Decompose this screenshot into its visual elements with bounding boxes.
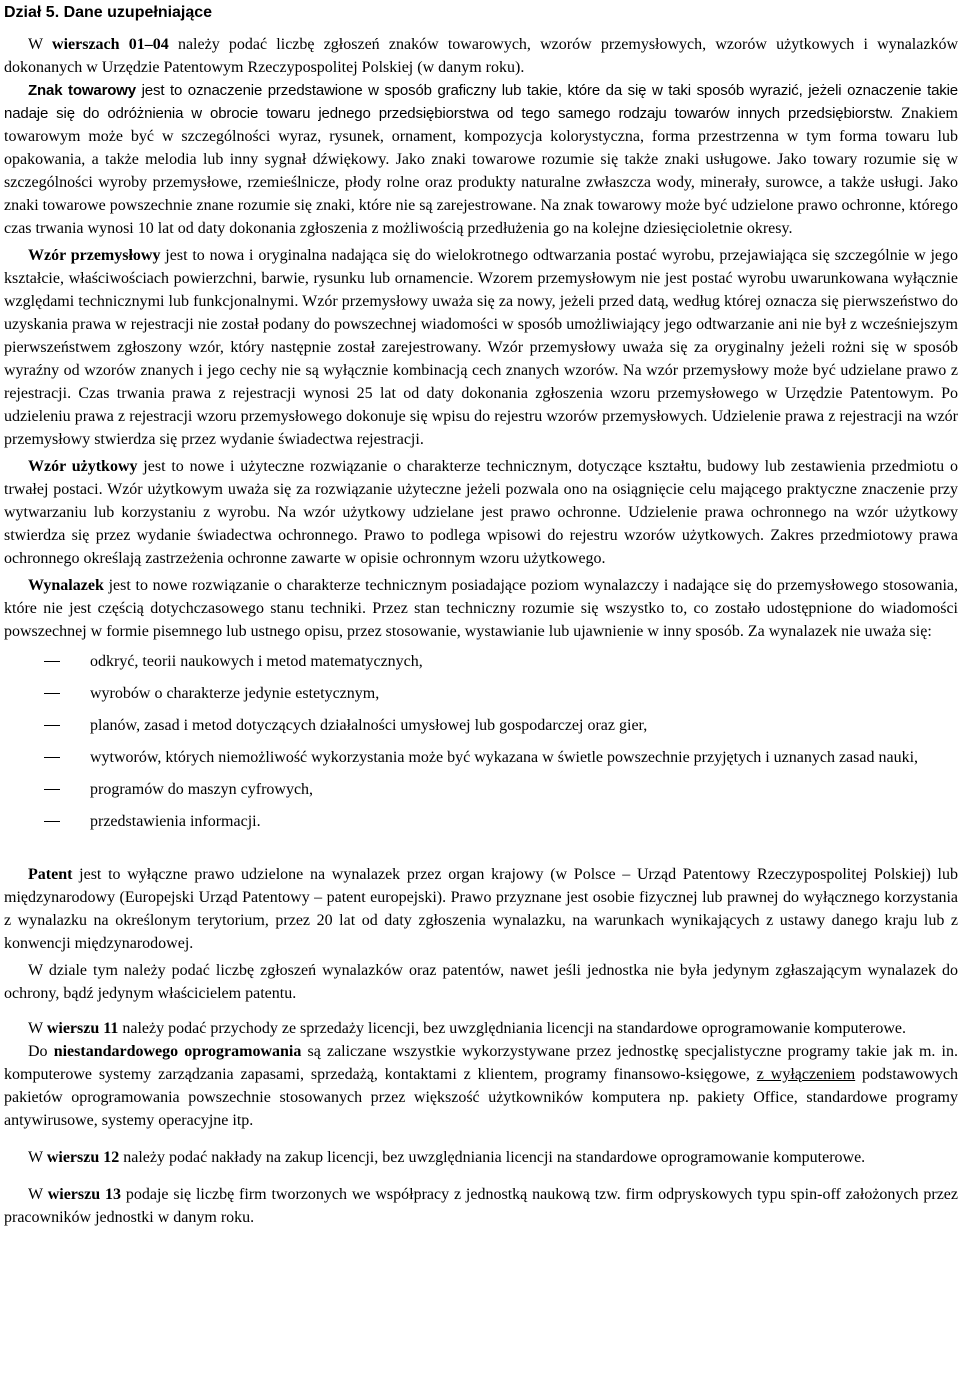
paragraph-trademark: [4, 79, 958, 240]
paragraph-section-scope: [4, 959, 958, 1005]
text-span: W dziale tym należy podać liczbę zgłoszeń wynalazków oraz patentów, nawet jeśli jednostka nie była jedynym zgłaszającym wynalazek do ochrony, bądź jedynym właścicielem patentu.: [4, 962, 958, 1002]
bold-term-industrial-design: Wzór przemysłowy: [28, 247, 161, 264]
section-heading: Dział 5. Dane uzupełniające: [4, 4, 213, 21]
text-span: Do: [28, 1043, 54, 1060]
dash-bullet-icon: [4, 810, 90, 833]
bold-term-custom-software: niestandardowego oprogramowania: [53, 1043, 302, 1060]
bold-term-utility-model: Wzór użytkowy: [28, 458, 138, 475]
paragraph-custom-software: [4, 1040, 958, 1132]
invention-exclusions-list: [4, 650, 958, 833]
text-span: jest to nowa i oryginalna nadająca się do wielokrotnego odtwarzania postać wyrobu, przejawiająca się szczególnie w jego kształcie, właściwościach powierzchni, barwie, rysunku lub ornamencie. Wzorem przemysłowym nie jest postać wyrobu uwarunkowana wyłącznie względami technicznymi lub funkcjonalnymi. Wzór przemysłowy uważa się za nowy, jeżeli przed datą, według której oznacza się pierwszeństwo do uzyskania prawa w rejestracji nie został podany do powszechnej wiadomości w sposób umożliwiający jego odtwarzanie ani nie był z wcześniejszym pierwszeństwem zgłoszony wzór, który następnie został zarejestrowany. Wzór przemysłowy uważa się za oryginalny jeżeli rożni się w sposób wyraźny od wzorów znanych i jego cechy nie są wyłącznie kombinacją cech znanych wzorów. Na wzór przemysłowy może być udzielane prawo z rejestracji. Czas trwania prawa z rejestracji wynosi 25 lat od daty dokonania zgłoszenia wzoru przemysłowego w Urzędzie Patentowym. Po udzieleniu prawa z rejestracji wzoru przemysłowego dokonuje się wpisu do rejestru wzorów przemysłowych. Udzielenie prawa z rejestracji na wzór przemysłowy stwierdza się przez wydanie świadectwa rejestracji.: [4, 247, 958, 448]
text-span: Znakiem towarowym może być w szczególności wyraz, rysunek, ornament, kompozycja kolorystyczna, forma przestrzenna w tym forma towaru lub opakowania, a także melodia lub inny sygnał dźwiękowy. Jako znaki towarowe rozumie się także znaki usługowe. Jako towary rozumie się w szczególności wyroby przemysłowe, rzemieślnicze, płody rolne oraz produkty naturalne zwłaszcza wody, minerały, surowce, a także usługi. Jako znaki towarowe powszechnie znane rozumie się znaki, które nie są zarejestrowane. Na znak towarowy może być udzielone prawo ochronne, którego czas trwania wynosi 10 lat od daty dokonania zgłoszenia z możliwością przedłużenia go na kolejne dziesięcioletnie okresy.: [4, 105, 958, 237]
paragraph-utility-model: [4, 455, 958, 570]
bold-term-patent: Patent: [28, 866, 73, 883]
text-span: W: [28, 36, 53, 53]
dash-bullet-icon: [4, 714, 90, 737]
text-span: należy podać liczbę zgłoszeń znaków towarowych, wzorów przemysłowych, wzorów użytkowych i wynalazków dokonanych w Urzędzie Patentowym Rzeczypospolitej Polskiej (w danym roku).: [4, 36, 959, 76]
text-span: jest to nowe i użyteczne rozwiązanie o charakterze technicznym, dotyczące kształtu, budowy lub zestawienia przedmiotu o trwałej postaci. Wzór użytkowym uważa się za rozwiązanie użyteczne jeżeli pozwala ono na osiągnięcie celu mającego praktyczne znaczenie przy wytwarzaniu lub korzystaniu z wyrobu. Na wzór użytkowy udzielane jest prawo ochronne. Udzielenie prawa ochronnego na wzór użytkowy stwierdza się przez wydanie świadectwa ochronnego. Prawo to podlega wpisowi do rejestru wzorów użytkowych. Zakres przedmiotowy prawa ochronnego określają zastrzeżenia ochronne zawarte w opisie ochronnym wzoru użytkowego.: [4, 458, 958, 567]
text-span: należy podać przychody ze sprzedaży licencji, bez uwzględniania licencji na standardowe oprogramowanie komputerowe.: [118, 1020, 907, 1037]
text-span: jest to wyłączne prawo udzielone na wynalazek przez organ krajowy (w Polsce – Urząd Patentowy Rzeczypospolitej Polskiej) lub międzynarodowy (Europejski Urząd Patentowy – patent europejski). Prawo przyznane jest osobie fizycznej lub prawnej do wyłącznego korzystania z wynalazku na określonym terytorium, przez 20 lat od daty zgłoszenia wynalazku, na warunkach wynikających z ustawy danego kraju lub z konwencji międzynarodowej.: [4, 866, 958, 952]
paragraph-row-12: [4, 1146, 958, 1169]
paragraph-row-13: [4, 1183, 958, 1229]
text-span: W: [28, 1149, 47, 1166]
list-item-text: wyrobów o charakterze jedynie estetycznym,: [90, 685, 380, 702]
paragraph-industrial-design: [4, 244, 958, 451]
text-span: są zaliczane wszystkie wykorzystywane przez jednostkę specjalistyczne programy takie jak m. in. komputerowe systemy zarządzania zapasami, sprzedażą, kontaktami z klientem, programy finansowo-księgowe,: [4, 1043, 958, 1083]
bold-term-trademark: Znak towarowy: [28, 82, 136, 99]
bold-term-rows-01-04: wierszach 01–04: [52, 36, 169, 53]
dash-bullet-icon: [4, 682, 90, 705]
bold-term-invention: Wynalazek: [28, 577, 104, 594]
list-item: [4, 682, 958, 705]
dash-bullet-icon: [4, 650, 90, 673]
underlined-term: z wyłączeniem: [756, 1066, 856, 1083]
text-span: jest to nowe rozwiązanie o charakterze technicznym posiadające poziom wynalazczy i nadające się do przemysłowego stosowania, które nie jest częścią dotychczasowego stanu techniki. Przez stan techniczny rozumie się wszystko to, co zostało udostępnione do wiadomości powszechnej w formie pisemnego lub ustnego opisu, przez stosowanie, wystawianie lub ujawnienie w inny sposób. Za wynalazek nie uważa się:: [4, 577, 958, 640]
dash-bullet-icon: [4, 746, 90, 769]
list-item: [4, 650, 958, 673]
paragraph-patent: [4, 863, 958, 955]
bold-term-row-12: wierszu 12: [46, 1149, 120, 1166]
text-span: W: [28, 1186, 48, 1203]
list-item: [4, 746, 958, 769]
paragraph-rows-01-04: [4, 33, 958, 79]
list-item-text: przedstawienia informacji.: [90, 813, 261, 830]
text-span: W: [28, 1020, 47, 1037]
list-item-text: planów, zasad i metod dotyczących działalności umysłowej lub gospodarczej oraz gier,: [90, 717, 648, 734]
list-item: [4, 810, 958, 833]
dash-bullet-icon: [4, 778, 90, 801]
paragraph-invention: [4, 574, 958, 643]
list-item: [4, 778, 958, 801]
bold-term-row-11: wierszu 11: [46, 1020, 119, 1037]
list-item: [4, 714, 958, 737]
paragraph-row-11: [4, 1017, 958, 1040]
text-span: jest to oznaczenie przedstawione w sposób graficzny lub takie, które da się w taki sposób wyrazić, jeżeli oznaczenie takie nadaje się do odróżnienia w obrocie towaru jednego przedsiębiorstwa od tego samego rodzaju towarów innych przedsiębiorstw.: [4, 82, 959, 122]
list-item-text: wytworów, których niemożliwość wykorzystania może być wykazana w świetle powszechnie przyjętych i uznanych zasad nauki,: [90, 749, 919, 766]
text-span: podstawowych pakietów oprogramowania powszechnie stosowanych przez większość użytkowników komputera np. pakiety Office, standardowe programy antywirusowe, systemy operacyjne itp.: [4, 1066, 959, 1129]
list-item-text: programów do maszyn cyfrowych,: [90, 781, 314, 798]
list-item-text: odkryć, teorii naukowych i metod matematycznych,: [90, 653, 423, 670]
bold-term-row-13: wierszu 13: [47, 1186, 121, 1203]
text-span: należy podać nakłady na zakup licencji, bez uwzględniania licencji na standardowe oprogramowanie komputerowe.: [119, 1149, 866, 1166]
text-span: podaje się liczbę firm tworzonych we współpracy z jednostką naukową tzw. firm odpryskowych typu spin-off założonych przez pracowników jednostki w danym roku.: [4, 1186, 959, 1226]
